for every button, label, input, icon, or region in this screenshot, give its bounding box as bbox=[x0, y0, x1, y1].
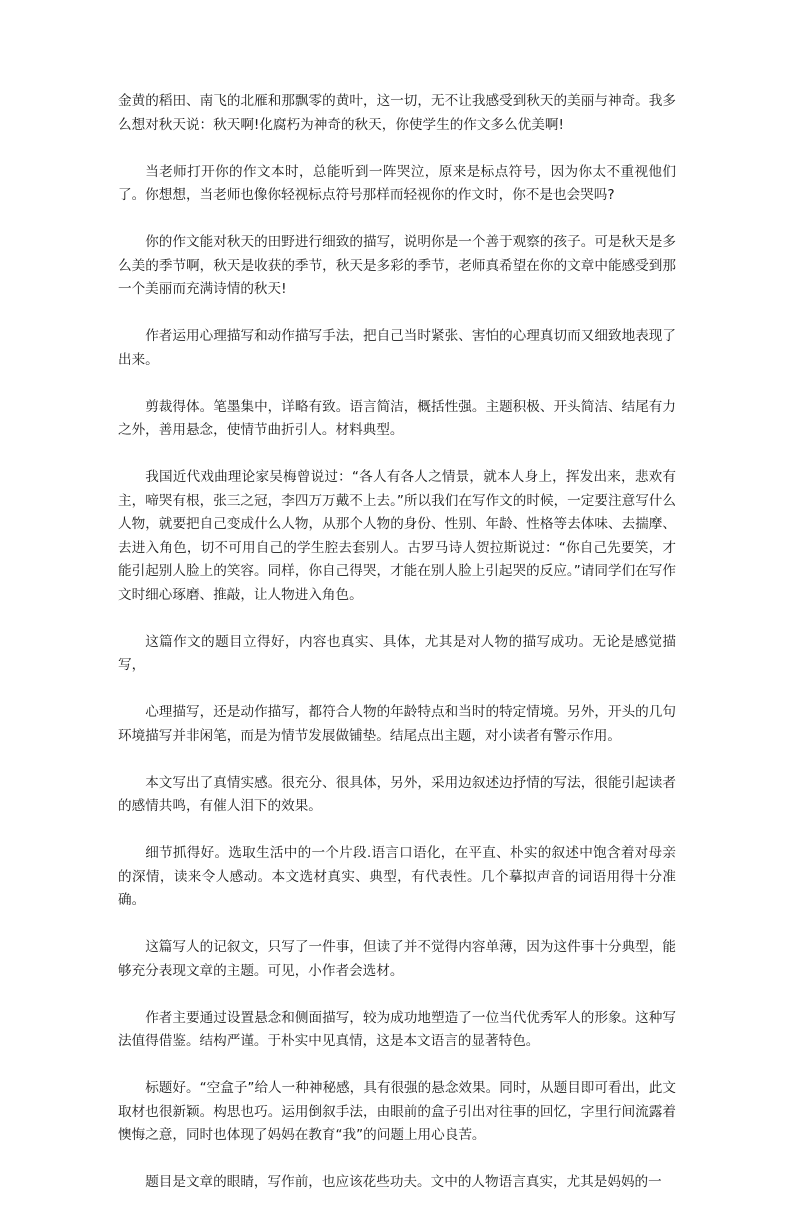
paragraph-10: 细节抓得好。选取生活中的一个片段.语言口语化，在平直、朴实的叙述中饱含着对母亲的深情，读来令人感动。本文选材真实、典型，有代表性。几个摹拟声音的词语用得十分准确。 bbox=[118, 845, 676, 908]
paragraph-5: 剪裁得体。笔墨集中，详略有致。语言简洁，概括性强。主题积极、开头简洁、结尾有力之外，善用悬念，使情节曲折引人。材料典型。 bbox=[118, 398, 676, 438]
paragraph-14: 题目是文章的眼睛，写作前，也应该花些功夫。文中的人物语言真实，尤其是妈妈的一 bbox=[145, 1174, 662, 1190]
paragraph-7: 这篇作文的题目立得好，内容也真实、具体，尤其是对人物的描写成功。无论是感觉描写， bbox=[118, 633, 676, 673]
paragraph-4: 作者运用心理描写和动作描写手法，把自己当时紧张、害怕的心理真切而又细致地表现了出来。 bbox=[118, 328, 676, 368]
paragraph-8: 心理描写，还是动作描写，都符合人物的年龄特点和当时的特定情境。另外，开头的几句环境描写并非闲笔，而是为情节发展做铺垫。结尾点出主题，对小读者有警示作用。 bbox=[118, 704, 676, 744]
paragraph-6: 我国近代戏曲理论家吴梅曾说过：“各人有各人之情景，就本人身上，挥发出来，悲欢有主，啼哭有根，张三之冠，李四万万戴不上去。”所以我们在写作文的时候，一定要注意写什么人物，就要把自己变成什么人物，从那个人物的身份、性别、年龄、性格等去体味、去揣摩、去进入角色，切不可用自己的学生腔去套别人。古罗马诗人贺拉斯说过：“你自己先要笑，才能引起别人脸上的笑容。同样，你自己得哭，才能在别人脸上引起哭的反应。”请同学们在写作文时细心琢磨、推敲，让人物进入角色。 bbox=[118, 469, 676, 603]
paragraph-11: 这篇写人的记叙文，只写了一件事，但读了并不觉得内容单薄，因为这件事十分典型，能够充分表现文章的主题。可见，小作者会选材。 bbox=[118, 939, 676, 979]
document-page bbox=[118, 90, 676, 1218]
paragraph-2: 当老师打开你的作文本时，总能听到一阵哭泣，原来是标点符号，因为你太不重视他们了。你想想，当老师也像你轻视标点符号那样而轻视你的作文时，你不是也会哭吗? bbox=[118, 163, 676, 203]
paragraph-12: 作者主要通过设置悬念和侧面描写，较为成功地塑造了一位当代优秀军人的形象。这种写法值得借鉴。结构严谨。于朴实中见真情，这是本文语言的显著特色。 bbox=[118, 1009, 676, 1049]
paragraph-3: 你的作文能对秋天的田野进行细致的描写，说明你是一个善于观察的孩子。可是秋天是多么美的季节啊，秋天是收获的季节，秋天是多彩的季节，老师真希望在你的文章中能感受到那一个美丽而充满诗情的秋天! bbox=[118, 234, 676, 297]
paragraph-1: 金黄的稻田、南飞的北雁和那飘零的黄叶，这一切，无不让我感受到秋天的美丽与神奇。我多么想对秋天说：秋天啊!化腐朽为神奇的秋天，你使学生的作文多么优美啊! bbox=[118, 93, 676, 133]
paragraph-13: 标题好。“空盒子”给人一种神秘感，具有很强的悬念效果。同时，从题目即可看出，此文取材也很新颖。构思也巧。运用倒叙手法，由眼前的盒子引出对往事的回忆，字里行间流露着懊悔之意，同时也体现了妈妈在教育“我”的问题上用心良苦。 bbox=[118, 1080, 676, 1143]
paragraph-9: 本文写出了真情实感。很充分、很具体，另外，采用边叙述边抒情的写法，很能引起读者的感情共鸣，有催人泪下的效果。 bbox=[118, 774, 676, 814]
